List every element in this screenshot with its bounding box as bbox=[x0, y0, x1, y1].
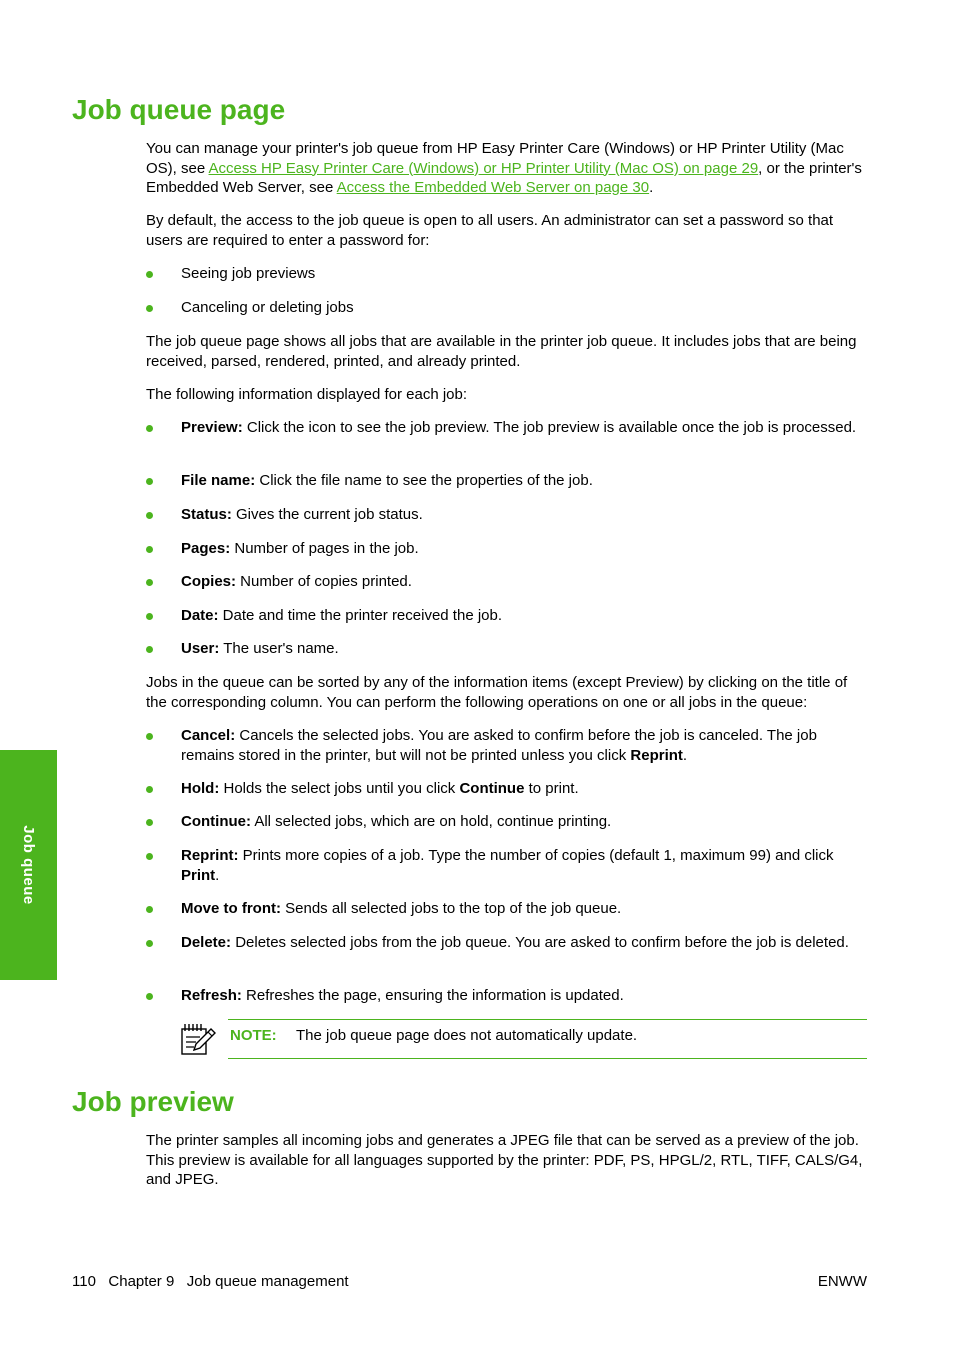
bullet-icon bbox=[146, 940, 153, 947]
footer-enww: ENWW bbox=[817, 1273, 867, 1290]
sorting-paragraph: Jobs in the queue can be sorted by any of the information items (except Preview) by clicking on the title of the corresponding column. You can perform the following operations on one or all jobs in the queue: bbox=[146, 674, 848, 711]
note-bottom-rule bbox=[228, 1058, 867, 1059]
note-label: NOTE: bbox=[230, 1027, 277, 1044]
bullet-icon bbox=[146, 613, 153, 620]
intro-paragraph: You can manage your printer's job queue from HP Easy Printer Care (Windows) or HP Printer Utility (Mac OS), see Access HP Easy Printer Care (Windows) or HP Printer Utility (Mac OS) on page 29, or the printer's Embedded Web Server, see Access the Embedded Web Server on page 30. bbox=[146, 140, 862, 196]
link-access-embedded-web-server[interactable]: Access the Embedded Web Server on page 30 bbox=[336, 179, 650, 196]
footer-page-info: 110 Chapter 9 Job queue management bbox=[72, 1273, 349, 1290]
bullet-icon bbox=[146, 425, 153, 432]
bullet-icon bbox=[146, 579, 153, 586]
bullet-icon bbox=[146, 646, 153, 653]
bullet-icon bbox=[146, 478, 153, 485]
bullet-icon bbox=[146, 546, 153, 553]
job-preview-paragraph: The printer samples all incoming jobs and generates a JPEG file that can be served as a preview of the job. This preview is available for all languages supported by the printer: PDF, PS, HPGL/2, RTL, TIFF, CALS/G4, and JPEG. bbox=[146, 1132, 863, 1188]
bullet-icon bbox=[146, 853, 153, 860]
bullet-icon bbox=[146, 271, 153, 278]
note-top-rule bbox=[228, 1019, 867, 1020]
bullet-icon bbox=[146, 819, 153, 826]
link-access-easy-printer-care[interactable]: Access HP Easy Printer Care (Windows) or HP Printer Utility (Mac OS) on page 29 bbox=[208, 159, 759, 177]
side-tab-label: Job queue bbox=[19, 825, 37, 905]
note-text: The job queue page does not automatically update. bbox=[296, 1027, 638, 1044]
bullet-icon bbox=[146, 733, 153, 740]
info-intro-paragraph: The following information displayed for each job: bbox=[146, 386, 468, 403]
note-icon bbox=[180, 1022, 216, 1056]
bullet-icon bbox=[146, 305, 153, 312]
job-queue-paragraph: The job queue page shows all jobs that are available in the printer job queue. It includes jobs that are being received, parsed, rendered, printed, and already printed. bbox=[146, 333, 857, 370]
section-title-job-preview: Job preview bbox=[72, 1086, 234, 1117]
section-title-job-queue-page: Job queue page bbox=[72, 94, 286, 125]
bullet-icon bbox=[146, 993, 153, 1000]
bullet-icon bbox=[146, 906, 153, 913]
access-paragraph: By default, the access to the job queue is open to all users. An administrator can set a password so that users are required to enter a password for: bbox=[146, 212, 834, 249]
bullet-icon bbox=[146, 512, 153, 519]
bullet-icon bbox=[146, 786, 153, 793]
